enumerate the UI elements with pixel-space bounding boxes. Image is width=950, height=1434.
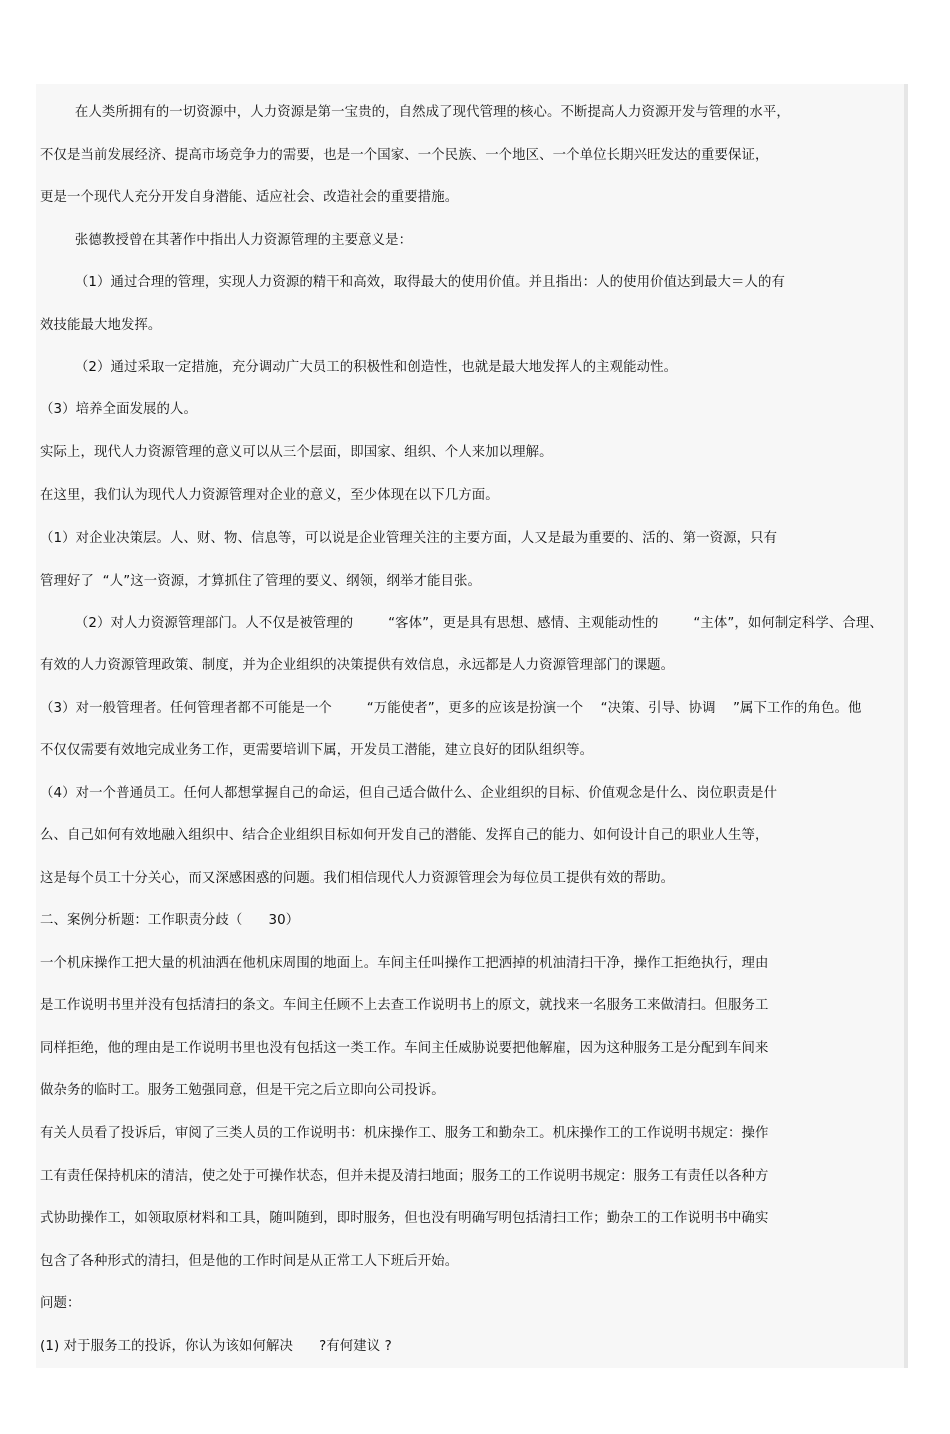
text-line: （3）对一般管理者。任何管理者都不可能是一个 “万能使者”，更多的应该是扮演一个 “决策、引导、协调 ”属下工作的角色。他 xyxy=(40,701,862,716)
text-line: 工有责任保持机床的清洁，使之处于可操作状态，但并未提及清扫地面；服务工的工作说明书规定：服务工有责任以各种方 xyxy=(40,1169,769,1184)
text-line: 不仅仅需要有效地完成业务工作，更需要培训下属，开发员工潜能，建立良好的团队组织等。 xyxy=(40,743,594,758)
text-line: 这是每个员工十分关心，而又深感困惑的问题。我们相信现代人力资源管理会为每位员工提供有效的帮助。 xyxy=(40,871,675,886)
text-line: （2）对人力资源管理部门。人不仅是被管理的 “客体”，更是具有思想、感情、主观能动性的 “主体”，如何制定科学、合理、 xyxy=(40,616,883,631)
text-line: 不仅是当前发展经济、提高市场竞争力的需要，也是一个国家、一个民族、一个地区、一个单位长期兴旺发达的重要保证， xyxy=(40,148,769,163)
text-line: 包含了各种形式的清扫，但是他的工作时间是从正常工人下班后开始。 xyxy=(40,1254,459,1269)
text-line: （1）通过合理的管理，实现人力资源的精干和高效，取得最大的使用价值。并且指出：人的使用价值达到最大＝人的有 xyxy=(40,275,785,290)
text-line: 做杂务的临时工。服务工勉强同意，但是干完之后立即向公司投诉。 xyxy=(40,1083,445,1098)
question-item: (1) 对于服务工的投诉，你认为该如何解决 ?有何建议 ? xyxy=(40,1339,392,1354)
section-heading: 二、案例分析题：工作职责分歧（ 30） xyxy=(40,913,300,928)
text-line: （4）对一个普通员工。任何人都想掌握自己的命运，但自己适合做什么、企业组织的目标、价值观念是什么、岗位职责是什 xyxy=(40,786,778,801)
text-line: 有关人员看了投诉后，审阅了三类人员的工作说明书：机床操作工、服务工和勤杂工。机床操作工的工作说明书规定：操作 xyxy=(40,1126,769,1141)
text-line: （1）对企业决策层。人、财、物、信息等，可以说是企业管理关注的主要方面，人又是最为重要的、活的、第一资源，只有 xyxy=(40,531,778,546)
text-line: 式协助操作工，如领取原材料和工具，随叫随到，即时服务，但也没有明确写明包括清扫工作；勤杂工的工作说明书中确实 xyxy=(40,1211,769,1226)
text-line: 有效的人力资源管理政策、制度，并为企业组织的决策提供有效信息，永远都是人力资源管理部门的课题。 xyxy=(40,658,675,673)
text-line: （3）培养全面发展的人。 xyxy=(40,402,198,417)
text-line: 管理好了 “人”这一资源，才算抓住了管理的要义、纲领，纲举才能目张。 xyxy=(40,574,481,589)
text-line: 张德教授曾在其著作中指出人力资源管理的主要意义是： xyxy=(40,233,413,248)
text-line: 在这里，我们认为现代人力资源管理对企业的意义，至少体现在以下几方面。 xyxy=(40,488,499,503)
text-line: （2）通过采取一定措施，充分调动广大员工的积极性和创造性，也就是最大地发挥人的主观能动性。 xyxy=(40,360,678,375)
text-line: 更是一个现代人充分开发自身潜能、适应社会、改造社会的重要措施。 xyxy=(40,190,459,205)
text-line: 在人类所拥有的一切资源中，人力资源是第一宝贵的，自然成了现代管理的核心。不断提高人力资源开发与管理的水平， xyxy=(40,105,790,120)
question-label: 问题： xyxy=(40,1296,81,1311)
text-line: 效技能最大地发挥。 xyxy=(40,318,162,333)
text-line: 么、自己如何有效地融入组织中、结合企业组织目标如何开发自己的潜能、发挥自己的能力、如何设计自己的职业人生等， xyxy=(40,828,769,843)
page-edge xyxy=(904,84,908,1368)
text-line: 实际上，现代人力资源管理的意义可以从三个层面，即国家、组织、个人来加以理解。 xyxy=(40,445,553,460)
text-line: 同样拒绝，他的理由是工作说明书里也没有包括这一类工作。车间主任威胁说要把他解雇，因为这种服务工是分配到车间来 xyxy=(40,1041,769,1056)
text-line: 是工作说明书里并没有包括清扫的条文。车间主任顾不上去查工作说明书上的原文，就找来一名服务工来做清扫。但服务工 xyxy=(40,998,769,1013)
text-line: 一个机床操作工把大量的机油洒在他机床周围的地面上。车间主任叫操作工把洒掉的机油清扫干净，操作工拒绝执行，理由 xyxy=(40,956,769,971)
